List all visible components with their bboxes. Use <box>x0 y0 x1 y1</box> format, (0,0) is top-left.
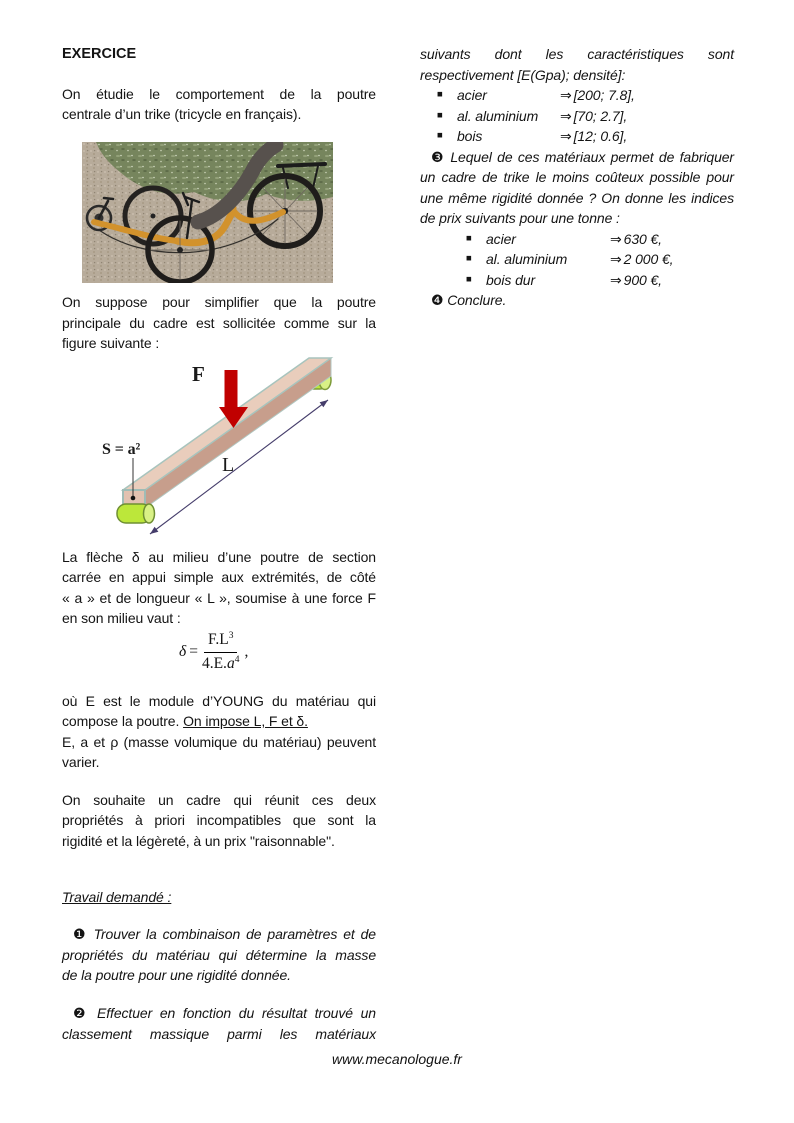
text-line: On étudie le comportement de la poutre <box>62 85 376 102</box>
text-line: rigidité et la légèreté, à un prix "raisonnable". <box>62 832 335 849</box>
paragraph-intro <box>62 84 376 125</box>
price-item <box>466 249 734 270</box>
paragraph-deflection <box>62 547 376 629</box>
formula-denominator: $4.E.a^4$ <box>201 654 240 672</box>
text-line: On suppose pour simplifier que la poutre <box>62 294 376 310</box>
implies-arrow: ⇒ <box>560 107 572 124</box>
square-bullet: ■ <box>466 253 472 264</box>
material-name: bois <box>457 128 483 144</box>
text-line: La flèche δ au milieu d’une poutre de section <box>62 548 376 565</box>
text-line: ❸ Lequel de ces matériaux permet de fabriquer <box>431 148 734 165</box>
beam-diagram <box>62 354 392 539</box>
text-line: carrée en appui simple aux extrémités, de côté <box>62 569 376 585</box>
imposed-values: On impose L, F et δ. <box>183 713 308 729</box>
implies-arrow: ⇒ <box>610 271 622 288</box>
paragraph-characteristics <box>420 44 734 85</box>
text-line: E, a et ρ (masse volumique du matériau) peuvent <box>62 733 376 750</box>
implies-arrow: ⇒ <box>560 128 572 144</box>
text-line: suivants dont les caractéristiques sont <box>420 46 734 62</box>
deflection-formula <box>62 629 376 676</box>
text-line: propriétés du matériau qui détermine la masse <box>62 946 376 963</box>
text-line: une même rigidité donnée ? On donne les indices <box>420 189 734 206</box>
material-item <box>437 85 734 106</box>
formula-comma: , <box>244 642 249 660</box>
price-value: 2 000 €, <box>623 251 674 267</box>
material-value: [70; 2.7], <box>573 107 628 124</box>
length-label: L <box>222 453 235 476</box>
material-item <box>437 126 734 147</box>
text-line: compose la poutre. On impose L, F et δ. <box>62 713 308 729</box>
implies-arrow: ⇒ <box>610 251 622 267</box>
text-line: respectivement [E(Gpa); densité]: <box>420 66 626 83</box>
material-name: al. aluminium <box>486 251 568 267</box>
price-item <box>466 229 734 250</box>
square-bullet: ■ <box>437 109 443 121</box>
material-value: [200; 7.8], <box>573 87 635 103</box>
paragraph-simplify <box>62 292 376 354</box>
price-value: 900 €, <box>623 271 662 288</box>
text-line: ❶ Trouver la combinaison de paramètres et de <box>73 926 376 942</box>
text-line: de la poutre pour une rigidité donnée. <box>62 967 291 983</box>
right-column <box>420 44 734 311</box>
prices-list <box>420 229 734 291</box>
left-column <box>62 44 376 1044</box>
paragraph-goal <box>62 790 376 852</box>
work-requested-heading: Travail demandé : <box>62 888 172 905</box>
formula-fraction <box>202 630 239 674</box>
text-line: propriétés à priori incompatibles que sont la <box>62 812 376 828</box>
square-bullet: ■ <box>466 273 472 285</box>
material-name: acier <box>457 87 487 103</box>
material-name: acier <box>486 230 516 247</box>
task-3 <box>420 147 734 229</box>
text-line: « a » et de longueur « L », soumise à une force F <box>62 589 376 606</box>
text-line: centrale d’un trike (tricycle en français). <box>62 106 302 122</box>
material-name: bois dur <box>486 271 536 288</box>
implies-arrow: ⇒ <box>560 87 572 103</box>
task-2 <box>62 1003 376 1044</box>
paragraph-young <box>62 691 376 773</box>
beam-front-face <box>145 358 331 508</box>
footer-url: www.mecanologue.fr <box>332 1051 462 1067</box>
price-item <box>466 270 734 291</box>
square-bullet: ■ <box>437 89 443 100</box>
force-label: F <box>192 361 205 386</box>
trike-photo <box>82 142 333 283</box>
material-name: al. aluminium <box>457 107 539 124</box>
text-line: figure suivante : <box>62 335 160 351</box>
material-value: [12; 0.6], <box>573 128 628 144</box>
square-bullet: ■ <box>466 232 472 244</box>
task-1 <box>62 924 376 986</box>
text-line: en son milieu vaut : <box>62 610 181 626</box>
formula-equals: = <box>189 642 198 660</box>
support-roller-left <box>117 504 155 523</box>
beam-diagram-svg <box>62 354 392 539</box>
price-value: 630 €, <box>623 230 662 247</box>
text-line: où E est le module d’YOUNG du matériau qui <box>62 692 376 709</box>
text-line: principale du cadre est sollicitée comme sur la <box>62 314 376 331</box>
text-line: classement massique parmi les matériaux <box>62 1025 376 1042</box>
front-hub <box>177 247 183 253</box>
text-line: de prix suivants pour une tonne : <box>420 210 620 226</box>
materials-list <box>420 85 734 147</box>
text-line: un cadre de trike le moins coûteux possible pour <box>420 169 734 185</box>
material-item <box>437 106 734 127</box>
trike-photo-svg <box>82 142 333 283</box>
square-bullet: ■ <box>437 130 443 141</box>
implies-arrow: ⇒ <box>610 230 622 247</box>
section-label: S = a² <box>102 440 141 458</box>
formula-numerator: $F.L^3$ <box>204 630 237 653</box>
text-line: On souhaite un cadre qui réunit ces deux <box>62 791 376 808</box>
exercise-heading: EXERCICE <box>62 46 137 62</box>
task-4: ❹ Conclure. <box>431 292 507 308</box>
far-front-hub <box>151 214 156 219</box>
text-line: varier. <box>62 754 100 770</box>
text-line: ❷ Effectuer en fonction du résultat trouvé un <box>73 1005 376 1021</box>
formula-delta: δ <box>179 642 187 660</box>
